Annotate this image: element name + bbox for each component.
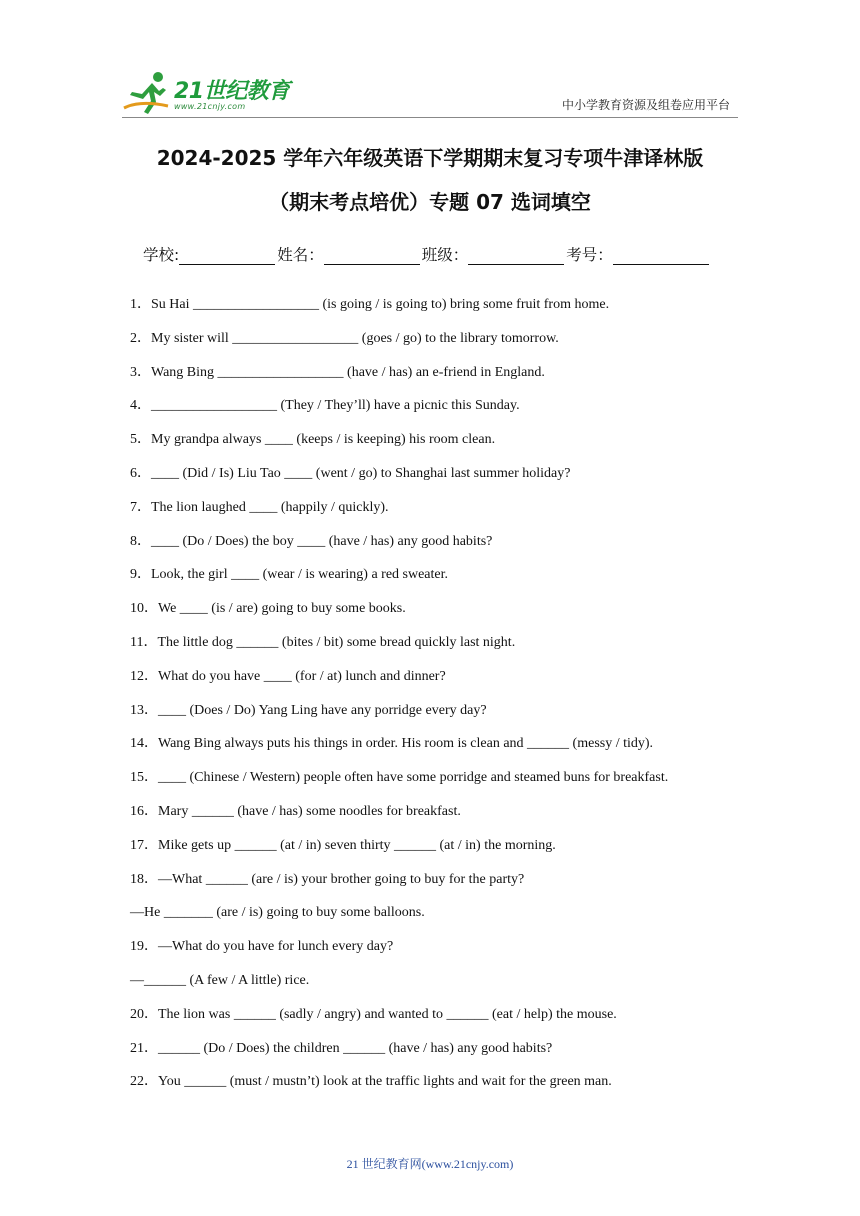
question-item: 22．You ______ (must / mustn’t) look at the traffic lights and wait for the green man. bbox=[130, 1074, 612, 1090]
logo bbox=[122, 70, 292, 116]
question-item: 8．____ (Do / Does) the boy ____ (have / has) any good habits? bbox=[130, 533, 493, 549]
question-item: 20．The lion was ______ (sadly / angry) and wanted to ______ (eat / help) the mouse. bbox=[130, 1006, 617, 1022]
question-item: 11．The little dog ______ (bites / bit) some bread quickly last night. bbox=[130, 634, 516, 650]
question-item: 14．Wang Bing always puts his things in order. His room is clean and ______ (messy / tidy). bbox=[130, 736, 654, 752]
class-blank bbox=[468, 248, 564, 265]
logo-url: www.21cnjy.com bbox=[174, 102, 246, 111]
exam-number-blank bbox=[613, 248, 709, 265]
question-item: 16．Mary ______ (have / has) some noodles for breakfast. bbox=[130, 803, 461, 819]
school-label: 学校: bbox=[143, 246, 180, 264]
platform-tagline: 中小学教育资源及组卷应用平台 bbox=[561, 98, 730, 112]
question-item: 13．____ (Does / Do) Yang Ling have any porridge every day? bbox=[130, 702, 487, 718]
question-item: 9．Look, the girl ____ (wear / is wearing) a red sweater. bbox=[130, 567, 449, 583]
logo-text: 21世纪教育 bbox=[174, 79, 290, 104]
question-item: 10．We ____ (is / are) going to buy some books. bbox=[130, 601, 406, 617]
school-blank bbox=[179, 248, 275, 265]
question-item: 3．Wang Bing __________________ (have / has) an e-friend in England. bbox=[130, 364, 545, 380]
name-label: 姓名： bbox=[277, 246, 324, 264]
question-item: 21．______ (Do / Does) the children ______ (have / has) any good habits? bbox=[130, 1040, 553, 1056]
question-list bbox=[130, 295, 740, 1106]
header-divider bbox=[122, 117, 738, 118]
class-label: 班级： bbox=[421, 246, 469, 264]
question-item: 2．My sister will __________________ (goes / go) to the library tomorrow. bbox=[130, 330, 559, 346]
question-item: 12．What do you have ____ (for / at) lunch and dinner? bbox=[130, 668, 446, 684]
question-item: 6．____ (Did / Is) Liu Tao ____ (went / go) to Shanghai last summer holiday? bbox=[130, 465, 571, 481]
page-title-line-2: （期末考点培优）专题 07 选词填空 bbox=[269, 190, 591, 214]
page-title-line-1: 2024-2025 学年六年级英语下学期期末复习专项牛津译林版 bbox=[156, 146, 704, 170]
question-item: —______ (A few / A little) rice. bbox=[130, 972, 310, 988]
question-item: 19．—What do you have for lunch every day? bbox=[130, 939, 394, 955]
question-item: 17．Mike gets up ______ (at / in) seven thirty ______ (at / in) the morning. bbox=[130, 837, 556, 853]
question-item: 1．Su Hai __________________ (is going / is going to) bring some fruit from home. bbox=[130, 297, 610, 312]
question-item: 7．The lion laughed ____ (happily / quickly). bbox=[130, 499, 389, 515]
question-item: —He _______ (are / is) going to buy some balloons. bbox=[130, 905, 425, 921]
question-item: 5．My grandpa always ____ (keeps / is keeping) his room clean. bbox=[130, 432, 496, 448]
footer-link[interactable]: 21 世纪教育网(www.21cnjy.com) bbox=[346, 1157, 514, 1171]
name-blank bbox=[324, 248, 420, 265]
question-item: 18．—What ______ (are / is) your brother going to buy for the party? bbox=[130, 871, 525, 887]
question-item: 4．__________________ (They / They’ll) have a picnic this Sunday. bbox=[130, 398, 520, 414]
runner-icon bbox=[122, 70, 172, 116]
question-item: 15．____ (Chinese / Western) people often have some porridge and steamed buns for breakfast. bbox=[130, 770, 669, 786]
student-info-row bbox=[143, 243, 711, 265]
exam-number-label: 考号： bbox=[566, 246, 613, 264]
